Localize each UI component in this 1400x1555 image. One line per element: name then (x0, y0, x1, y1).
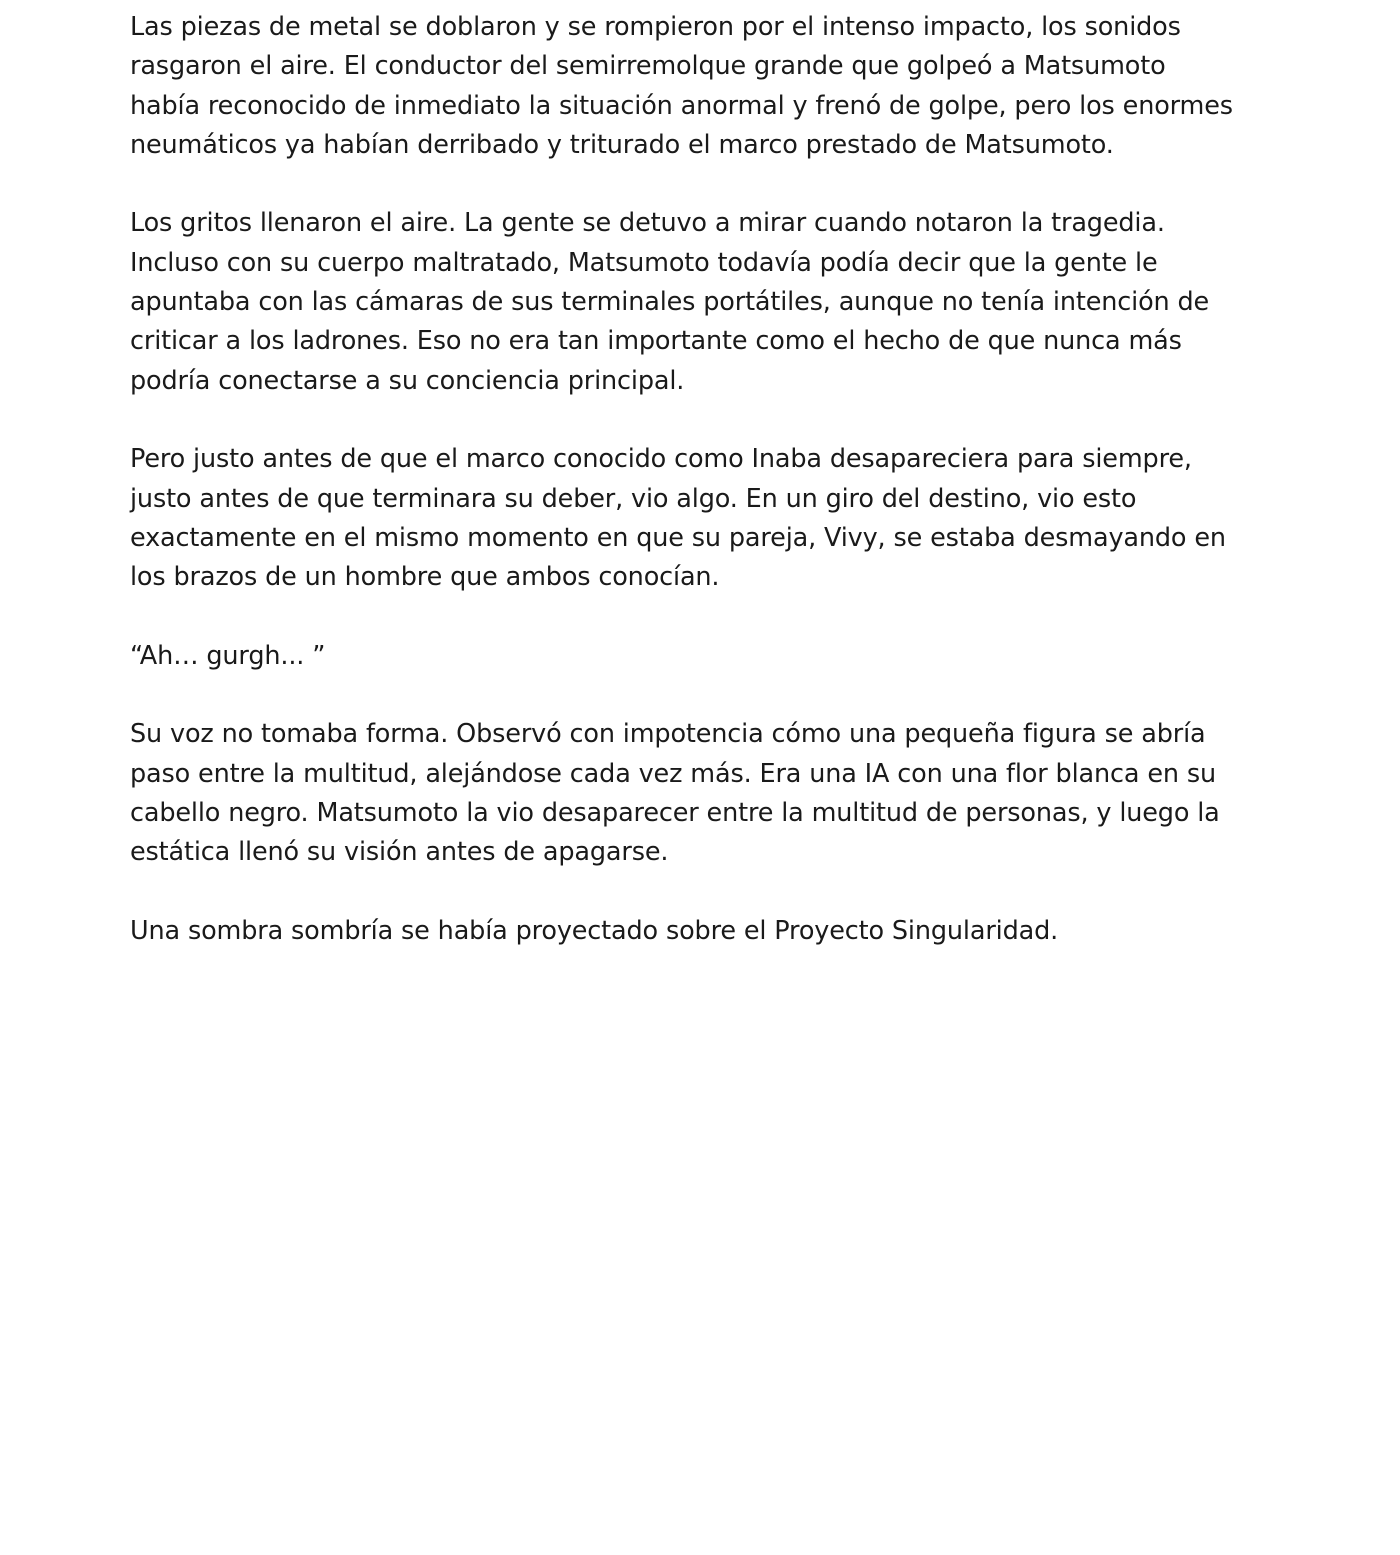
text-line: rasgaron el aire. El conductor del semirremolque grande que golpeó a Matsumoto (130, 51, 1166, 82)
text-line: neumáticos ya habían derribado y triturado el marco prestado de Matsumoto. (130, 129, 1114, 160)
paragraph-3 (130, 440, 1280, 597)
text-line: podría conectarse a su conciencia principal. (130, 365, 685, 396)
text-line: Incluso con su cuerpo maltratado, Matsumoto todavía podía decir que la gente le (130, 247, 1158, 278)
text-line: había reconocido de inmediato la situación anormal y frenó de golpe, pero los enormes (130, 90, 1233, 121)
paragraph-4-dialogue (130, 637, 1280, 676)
text-line: Las piezas de metal se doblaron y se rompieron por el intenso impacto, los sonidos (130, 12, 1181, 42)
paragraph-5 (130, 715, 1280, 872)
text-line: Su voz no tomaba forma. Observó con impotencia cómo una pequeña figura se abría (130, 719, 1206, 750)
paragraph-2 (130, 204, 1280, 400)
text-line: apuntaba con las cámaras de sus terminales portátiles, aunque no tenía intención de (130, 287, 1210, 318)
text-line: Pero justo antes de que el marco conocido como Inaba desapareciera para siempre, (130, 444, 1192, 475)
text-line: cabello negro. Matsumoto la vio desaparecer entre la multitud de personas, y luego la (130, 797, 1220, 828)
text-line: justo antes de que terminara su deber, vio algo. En un giro del destino, vio esto (130, 483, 1137, 514)
text-line: Una sombra sombría se había proyectado sobre el Proyecto Singularidad. (130, 915, 1059, 946)
text-line: criticar a los ladrones. Eso no era tan importante como el hecho de que nunca más (130, 326, 1182, 357)
paragraph-6 (130, 912, 1280, 951)
text-line: “Ah… gurgh... ” (130, 640, 326, 671)
text-line: exactamente en el mismo momento en que su pareja, Vivy, se estaba desmayando en (130, 522, 1226, 553)
body-text (130, 8, 1280, 951)
text-line: paso entre la multitud, alejándose cada vez más. Era una IA con una flor blanca en su (130, 758, 1216, 789)
text-line: Los gritos llenaron el aire. La gente se detuvo a mirar cuando notaron la tragedia. (130, 208, 1165, 239)
paragraph-1 (130, 8, 1280, 165)
text-line: estática llenó su visión antes de apagarse. (130, 837, 669, 868)
text-line: los brazos de un hombre que ambos conocían. (130, 562, 720, 593)
